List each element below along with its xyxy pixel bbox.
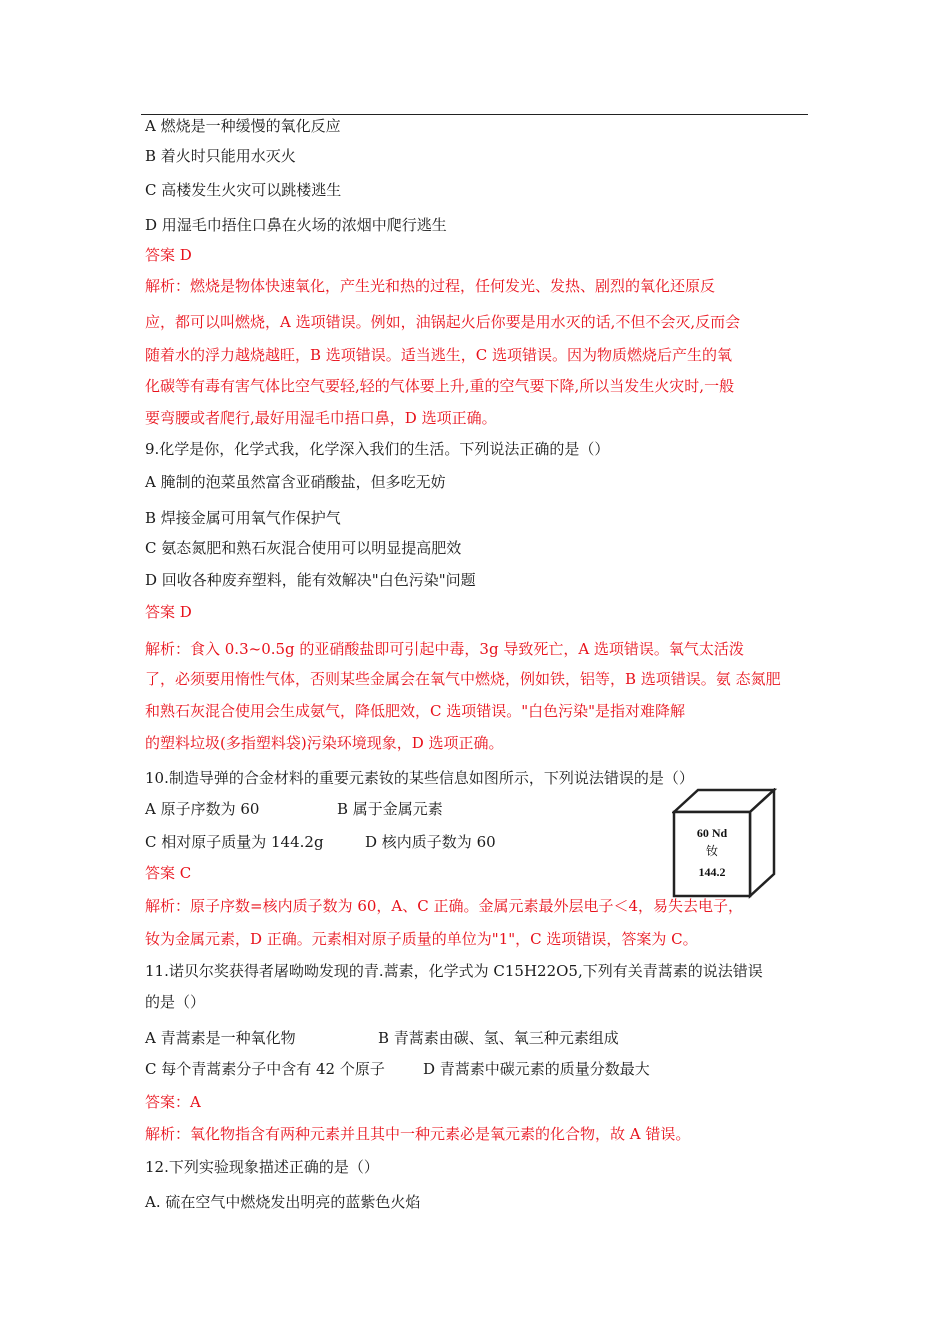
q8-explanation-line: 化碳等有毒有害气体比空气要轻,轻的气体要上升,重的空气要下降,所以当发生火灾时,一般 [145, 377, 735, 395]
element-header: 60 Nd [696, 826, 728, 840]
q11-option-c: C 每个青蒿素分子中含有 42 个原子 [145, 1060, 385, 1078]
q8-option-a: A 燃烧是一种缓慢的氧化反应 [145, 117, 341, 135]
element-mass: 144.2 [698, 865, 726, 879]
q11-question-line: 的是（） [145, 993, 206, 1011]
q9-option-c: C 氨态氮肥和熟石灰混合使用可以明显提高肥效 [145, 539, 462, 557]
q11-explanation: 解析：氧化物指含有两种元素并且其中一种元素必是氧元素的化合物，故 A 错误。 [145, 1125, 691, 1143]
q10-option-b: B 属于金属元素 [337, 800, 443, 818]
q9-answer: 答案 D [145, 603, 192, 621]
q9-question: 9.化学是你，化学式我，化学深入我们的生活。下列说法正确的是（） [145, 440, 610, 458]
q8-option-c: C 高楼发生火灾可以跳楼逃生 [145, 181, 342, 199]
q9-explanation-line: 和熟石灰混合使用会生成氨气，降低肥效，C 选项错误。"白色污染"是指对难降解 [145, 702, 686, 720]
q8-answer: 答案 D [145, 246, 192, 264]
q8-option-d: D 用湿毛巾捂住口鼻在火场的浓烟中爬行逃生 [145, 216, 447, 234]
neodymium-element-cube [672, 788, 778, 900]
header-rule [141, 114, 808, 115]
q9-explanation-line: 的塑料垃圾(多指塑料袋)污染环境现象，D 选项正确。 [145, 734, 504, 752]
q8-explanation-line: 应，都可以叫燃烧，A 选项错误。例如，油锅起火后你要是用水灭的话,不但不会灭,反而会 [145, 313, 741, 331]
q8-option-b: B 着火时只能用水灭火 [145, 147, 296, 165]
q9-explanation-line: 了，必须要用惰性气体，否则某些金属会在氧气中燃烧，例如铁，铝等，B 选项错误。氨 态氮肥 [145, 670, 781, 688]
q9-option-d: D 回收各种废弃塑料，能有效解决"白色污染"问题 [145, 571, 476, 589]
q8-explanation-line: 随着水的浮力越烧越旺，B 选项错误。适当逃生，C 选项错误。因为物质燃烧后产生的氧 [145, 346, 733, 364]
q9-option-b: B 焊接金属可用氧气作保护气 [145, 509, 341, 527]
q10-explanation-line: 钕为金属元素，D 正确。元素相对原子质量的单位为"1"，C 选项错误，答案为 C。 [145, 930, 698, 948]
q11-option-d: D 青蒿素中碳元素的质量分数最大 [423, 1060, 650, 1078]
q11-option-a: A 青蒿素是一种氧化物 [145, 1029, 296, 1047]
q8-explanation-line: 解析：燃烧是物体快速氧化，产生光和热的过程，任何发光、发热、剧烈的氧化还原反 [145, 277, 716, 295]
q11-question-line: 11.诺贝尔奖获得者屠呦呦发现的青.蒿素，化学式为 C15H22O5,下列有关青蒿素的说法错误 [145, 962, 763, 980]
q10-question: 10.制造导弹的合金材料的重要元素钕的某些信息如图所示，下列说法错误的是（） [145, 769, 694, 787]
q12-question: 12.下列实验现象描述正确的是（） [145, 1158, 379, 1176]
element-name: 钕 [705, 844, 719, 858]
q11-answer: 答案：A [145, 1093, 201, 1111]
q9-option-a: A 腌制的泡菜虽然富含亚硝酸盐，但多吃无妨 [145, 473, 446, 491]
q10-explanation-line: 解析：原子序数=核内质子数为 60，A、C 正确。金属元素最外层电子＜4，易失去电子， [145, 897, 744, 915]
q10-option-a: A 原子序数为 60 [145, 800, 260, 818]
q10-option-c: C 相对原子质量为 144.2g [145, 833, 324, 851]
q11-option-b: B 青蒿素由碳、氢、氧三种元素组成 [378, 1029, 619, 1047]
q8-explanation-line: 要弯腰或者爬行,最好用湿毛巾捂口鼻，D 选项正确。 [145, 409, 497, 427]
q12-option-a: A. 硫在空气中燃烧发出明亮的蓝紫色火焰 [145, 1193, 421, 1211]
q9-explanation-line: 解析：食入 0.3~0.5g 的亚硝酸盐即可引起中毒，3g 导致死亡，A 选项错误。氧气太活泼 [145, 640, 744, 658]
q10-option-d: D 核内质子数为 60 [365, 833, 496, 851]
q10-answer: 答案 C [145, 864, 192, 882]
